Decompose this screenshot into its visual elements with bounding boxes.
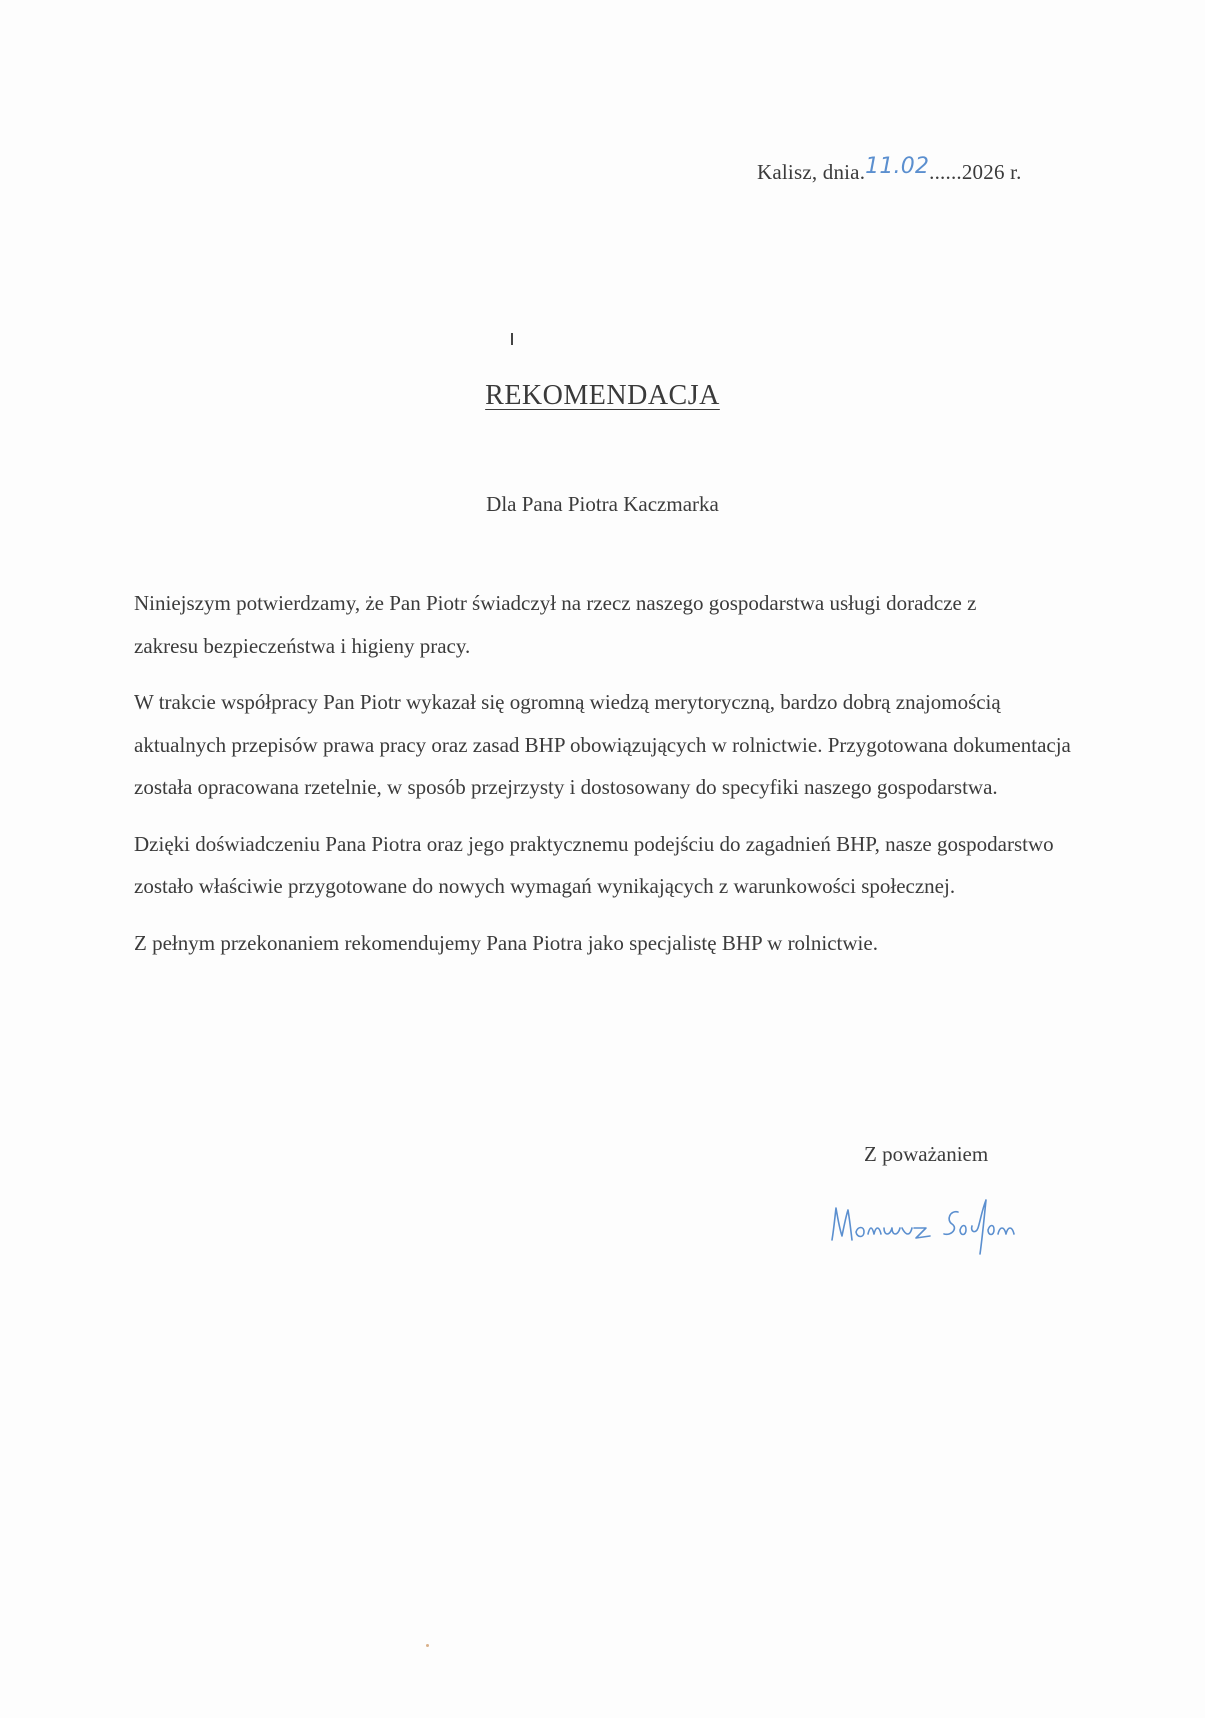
- date-suffix: ......2026 r.: [929, 160, 1022, 184]
- document-title: [0, 380, 1205, 412]
- paragraph: Niniejszym potwierdzamy, że Pan Piotr świadczył na rzecz naszego gospodarstwa usługi doradcze z zakresu bezpieczeństwa i higieny pracy.: [134, 591, 977, 658]
- title-text: REKOMENDACJA: [485, 380, 720, 411]
- paragraph: Dzięki doświadczeniu Pana Piotra oraz jego praktycznemu podejściu do zagadnień BHP, nasze gospodarstwo zostało właściwie przygotowane do nowych wymagań wynikających z warunkowości społecznej.: [134, 831, 1054, 898]
- letter-body: [134, 582, 1074, 978]
- recipient-line: Dla Pana Piotra Kaczmarka: [486, 492, 719, 516]
- signature-icon: [826, 1190, 1036, 1260]
- handwritten-date: 11.02: [865, 154, 930, 179]
- closing-salutation: Z poważaniem: [864, 1142, 989, 1166]
- paragraph: Z pełnym przekonaniem rekomendujemy Pana Piotra jako specjalistę BHP w rolnictwie.: [134, 930, 878, 955]
- scan-artifact: [426, 1644, 429, 1647]
- paragraph: W trakcie współpracy Pan Piotr wykazał się ogromną wiedzą merytoryczną, bardzo dobrą znajomością aktualnych przepisów prawa pracy oraz zasad BHP obowiązujących w rolnictwie. Przygotowana dokumentacja została opracowana rzetelnie, w sposób przejrzysty i dostosowany do specyfiki naszego gospodarstwa.: [134, 690, 1071, 799]
- place-prefix: Kalisz, dnia.: [757, 160, 866, 184]
- stray-pen-mark: [511, 333, 513, 345]
- place-and-date: [757, 154, 1022, 185]
